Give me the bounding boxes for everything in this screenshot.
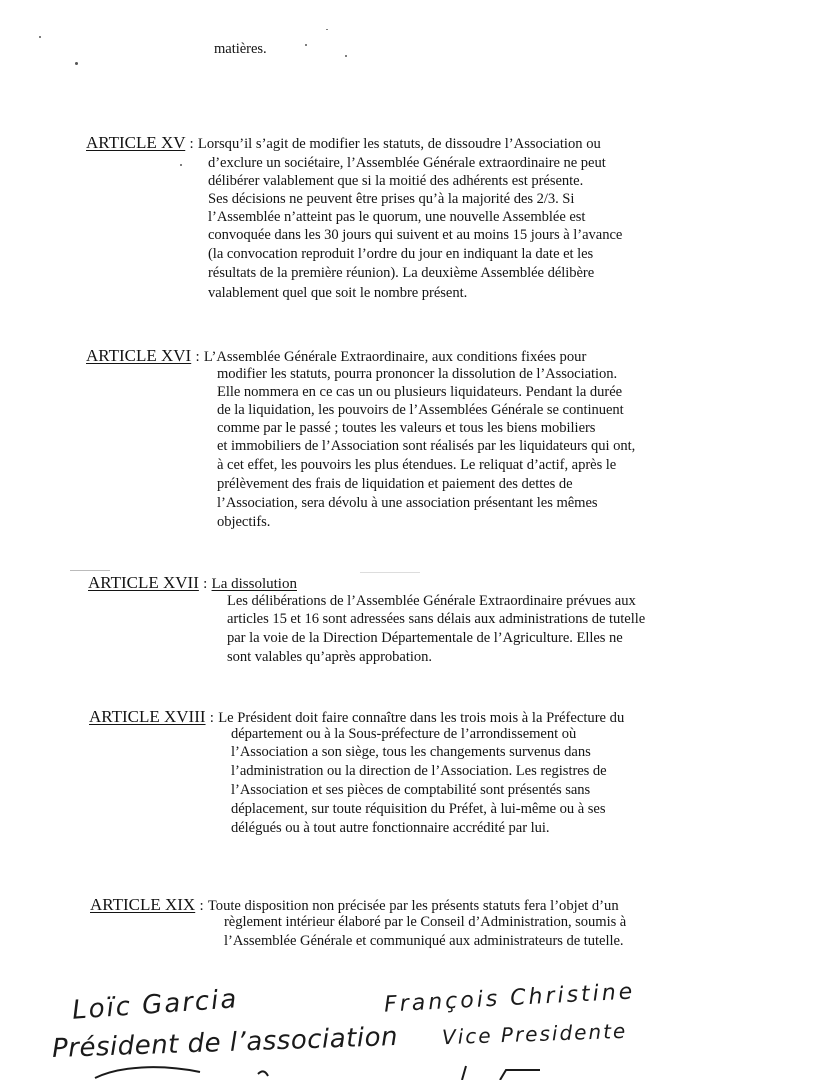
article-xviii-line: l’Association a son siège, tous les changements survenus dans xyxy=(231,744,591,760)
article-xviii-line: délégués ou à tout autre fonctionnaire accrédité par lui. xyxy=(231,820,550,836)
article-xvi-line: à cet effet, les pouvoirs les plus étendues. Le reliquat d’actif, après le xyxy=(217,457,617,473)
article-xix-line-1: Toute disposition non précisée par les présents statuts fera l’objet d’un xyxy=(207,898,619,914)
article-xviii-line: département ou à la Sous-préfecture de l’arrondissement où xyxy=(231,726,577,742)
article-xvii-separator: : xyxy=(203,576,208,592)
article-xviii-separator: : xyxy=(209,710,214,726)
article-xix-title: ARTICLE XIX xyxy=(90,895,196,914)
article-xvi-line: l’Association, sera dévolu à une association présentant les mêmes xyxy=(217,495,598,511)
article-xvi-separator: : xyxy=(195,349,200,365)
article-xv-separator: : xyxy=(189,136,194,152)
article-xv-line: (la convocation reproduit l’ordre du jour en indiquant la date et les xyxy=(208,246,594,262)
article-xv-line: délibérer valablement que si la moitié des adhérents est présente. xyxy=(208,173,584,189)
article-xviii-line: déplacement, sur toute réquisition du Préfet, à lui-même ou à ses xyxy=(231,801,606,817)
article-xviii-line: l’administration ou la direction de l’Association. Les registres de xyxy=(231,763,607,779)
top-fragment-text: matières. xyxy=(214,41,267,57)
article-xvii-line: par la voie de la Direction Départementale de l’Agriculture. Elles ne xyxy=(227,630,623,646)
article-xv-line: valablement quel que soit le nombre présent. xyxy=(208,285,468,301)
article-xv-line-1: Lorsqu’il s’agit de modifier les statuts, de dissoudre l’Association ou xyxy=(197,136,601,152)
article-xv-line: résultats de la première réunion). La deuxième Assemblée délibère xyxy=(208,265,595,281)
article-xvi-line: prélèvement des frais de liquidation et paiement des dettes de xyxy=(217,476,573,492)
article-xv-line: l’Assemblée n’atteint pas le quorum, une nouvelle Assemblée est xyxy=(208,209,586,225)
article-xvi-line: modifier les statuts, pourra prononcer la dissolution de l’Association. xyxy=(217,366,618,382)
article-xvi-line-1: L’Assemblée Générale Extraordinaire, aux conditions fixées pour xyxy=(203,349,587,365)
article-xv-line: convoquée dans les 30 jours qui suivent et au moins 15 jours à l’avance xyxy=(208,227,623,243)
article-xvi-title: ARTICLE XVI xyxy=(86,346,192,365)
signature-stroke-left xyxy=(95,1067,200,1078)
article-xviii-line: l’Association et ses pièces de comptabilité sont présentés sans xyxy=(231,782,591,798)
article-xvii-line: Les délibérations de l’Assemblée Générale Extraordinaire prévues aux xyxy=(227,593,636,609)
article-xv-line: d’exclure un sociétaire, l’Assemblée Générale extraordinaire ne peut xyxy=(208,155,606,171)
article-xvi-line: comme par le passé ; toutes les valeurs et tous les biens mobiliers xyxy=(217,420,596,436)
article-xvi-line: de la liquidation, les pouvoirs de l’Assemblées Générale se continuent xyxy=(217,402,624,418)
article-xvi-line: objectifs. xyxy=(217,514,271,530)
article-xvi-line: Elle nommera en ce cas un ou plusieurs liquidateurs. Pendant la durée xyxy=(217,384,623,400)
signature-right-role: Vice Presidente xyxy=(441,1018,628,1050)
article-xix-line: règlement intérieur élaboré par le Conseil d’Administration, soumis à xyxy=(224,914,627,930)
article-xv-title: ARTICLE XV xyxy=(86,133,186,152)
article-xvii-line: sont valables qu’après approbation. xyxy=(227,649,432,665)
article-xviii-line-1: Le Président doit faire connaître dans les trois mois à la Préfecture du xyxy=(218,710,625,726)
article-xix-line: l’Assemblée Générale et communiqué aux administrateurs de tutelle. xyxy=(224,933,624,949)
article-xvii-title: ARTICLE XVII xyxy=(88,573,199,592)
signature-stroke-mid xyxy=(258,1071,268,1076)
article-xvii-line: articles 15 et 16 sont adressées sans délais aux administrations de tutelle xyxy=(227,611,646,627)
article-xix-separator: : xyxy=(199,898,204,914)
signature-right-name: François Christine xyxy=(383,979,636,1018)
article-xvii-subtitle: La dissolution xyxy=(211,576,297,592)
article-xviii-title: ARTICLE XVIII xyxy=(89,707,206,726)
signature-left-name: Loïc Garcia xyxy=(71,984,240,1026)
signature-left-role: Président de l’association xyxy=(51,1021,399,1065)
signature-stroke-right xyxy=(462,1066,540,1080)
article-xv-line: Ses décisions ne peuvent être prises qu’à la majorité des 2/3. Si xyxy=(208,191,575,207)
article-xvi-line: et immobiliers de l’Association sont réalisés par les liquidateurs qui ont, xyxy=(217,438,636,454)
